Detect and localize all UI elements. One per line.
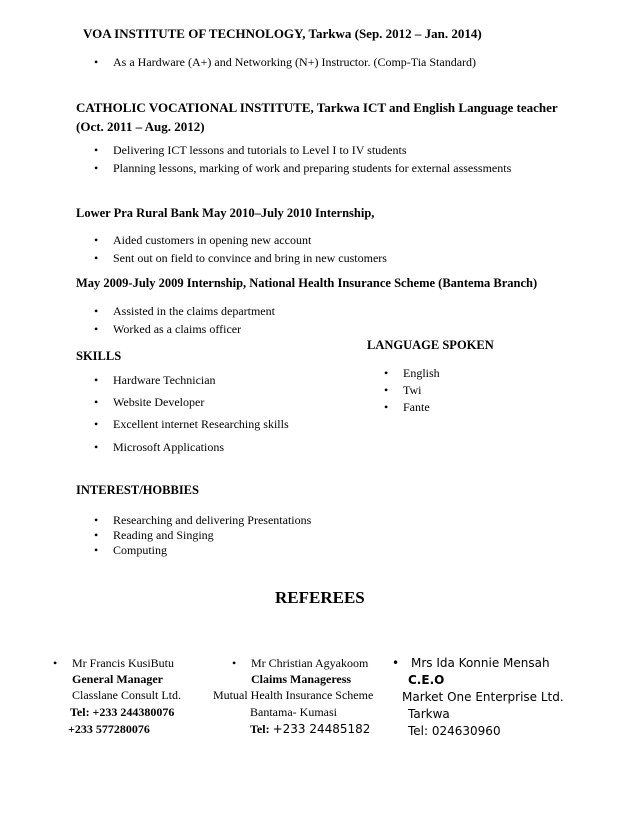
list-item: • Fante <box>403 400 430 415</box>
list-item: • Worked as a claims officer <box>113 322 241 337</box>
skills-heading: SKILLS <box>76 349 122 363</box>
referee-2-title: Claims Manageress <box>251 672 352 686</box>
referee-1-tel: Tel: +233 244380076 <box>70 705 175 719</box>
referee-3-tel: Tel: 024630960 <box>408 724 501 738</box>
referee-1-tel2: +233 577280076 <box>68 722 150 736</box>
referee-3-org: Market One Enterprise Ltd. <box>402 690 564 704</box>
referee-2-location: Bantama- Kumasi <box>250 705 337 719</box>
list-item: • English <box>403 366 440 381</box>
list-item: • Researching and delivering Presentations <box>113 513 311 528</box>
referee-3-title: C.E.O <box>408 673 445 687</box>
list-item: • Assisted in the claims department <box>113 304 275 319</box>
list-item: • Aided customers in opening new account <box>113 233 311 248</box>
list-item: • Excellent internet Researching skills <box>113 417 289 432</box>
referee-2-name: • Mr Christian Agyakoom <box>251 656 368 671</box>
list-item: • Website Developer <box>113 395 204 410</box>
job-heading-nhis: May 2009-July 2009 Internship, National Health Insurance Scheme (Bantema Branch) <box>76 276 538 290</box>
referee-1-title: General Manager <box>72 672 163 686</box>
list-item: • As a Hardware (A+) and Networking (N+) Instructor. (Comp-Tia Standard) <box>113 55 476 70</box>
referee-3-location: Tarkwa <box>408 707 450 721</box>
list-item: • Computing <box>113 543 167 558</box>
referee-2-tel <box>250 722 370 737</box>
list-item: • Planning lessons, marking of work and preparing students for external assessments <box>113 161 511 176</box>
referee-1-org: Classlane Consult Ltd. <box>72 688 181 702</box>
interests-heading: INTEREST/HOBBIES <box>76 483 199 497</box>
referee-3-name: • Mrs Ida Konnie Mensah <box>411 656 550 670</box>
job-dates-catholic: (Oct. 2011 – Aug. 2012) <box>76 119 205 134</box>
list-item: • Delivering ICT lessons and tutorials to Level I to IV students <box>113 143 407 158</box>
job-heading-bank: Lower Pra Rural Bank May 2010–July 2010 Internship, <box>76 206 375 220</box>
job-heading-voa: VOA INSTITUTE OF TECHNOLOGY, Tarkwa (Sep. 2012 – Jan. 2014) <box>83 26 482 41</box>
list-item: • Microsoft Applications <box>113 440 224 455</box>
job-heading-catholic: CATHOLIC VOCATIONAL INSTITUTE, Tarkwa ICT and English Language teacher <box>76 100 558 115</box>
referee-2-tel-label: Tel: <box>250 722 270 736</box>
list-item: • Twi <box>403 383 422 398</box>
referee-1-name: • Mr Francis KusiButu <box>72 656 174 671</box>
list-item: • Reading and Singing <box>113 528 214 543</box>
referees-heading: REFEREES <box>275 588 365 607</box>
list-item: • Hardware Technician <box>113 373 216 388</box>
referee-2-org: Mutual Health Insurance Scheme <box>213 688 374 702</box>
referee-2-tel-number: +233 24485182 <box>272 722 371 736</box>
languages-heading: LANGUAGE SPOKEN <box>367 338 494 352</box>
list-item: • Sent out on field to convince and bring in new customers <box>113 251 387 266</box>
